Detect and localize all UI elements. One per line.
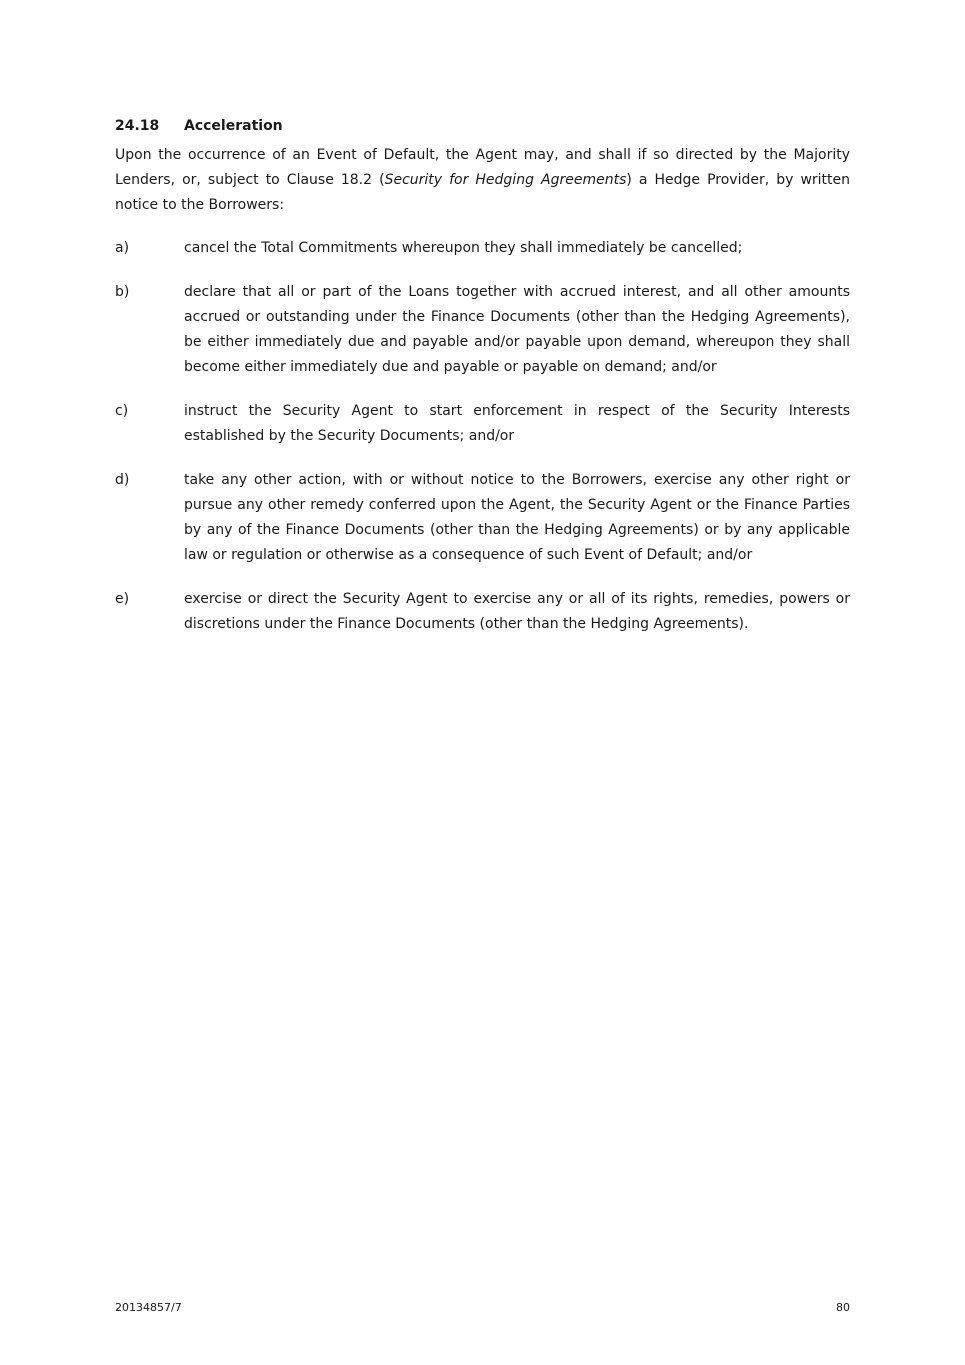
clause-marker: c) (115, 403, 129, 419)
section-number: 24.18 (115, 118, 160, 134)
clause-item-b (115, 280, 850, 380)
intro-text-end: ) a Hedge Provider, by written notice to the Borrowers: (115, 172, 851, 213)
clause-item-a (115, 236, 850, 261)
clause-text: instruct the Security Agent to start enforcement in respect of the Security Interests established by the Security Documents; and/or (184, 403, 850, 444)
intro-paragraph (115, 143, 850, 218)
clause-item-d (115, 468, 850, 568)
clause-marker: a) (115, 240, 130, 256)
clause-text: take any other action, with or without notice to the Borrowers, exercise any other right or pursue any other remedy conferred upon the Agent, the Security Agent or the Finance Parties by any of the Finance Documents (other than the Hedging Agreements) or by any applicable law or regulation or otherwise as a consequence of such Event of Default; and/or (184, 472, 850, 563)
section-title: Acceleration (184, 118, 283, 134)
clause-item-e (115, 587, 850, 637)
clause-marker: b) (115, 284, 130, 300)
clause-text: declare that all or part of the Loans together with accrued interest, and all other amounts accrued or outstanding under the Finance Documents (other than the Hedging Agreements), be either immediately due and payable and/or payable upon demand, whereupon they shall become either immediately due and payable or payable on demand; and/or (184, 284, 850, 375)
clause-text: cancel the Total Commitments whereupon they shall immediately be cancelled; (184, 240, 743, 256)
intro-clause-reference: Security for Hedging Agreements (384, 172, 627, 188)
intro-text-start: Upon the occurrence of an Event of Default, the Agent may, and shall if so directed by the Majority Lenders, or, subject to Clause 18.2 ( (115, 147, 850, 188)
footer-document-reference: 20134857/7 (115, 1301, 182, 1314)
clause-marker: d) (115, 472, 130, 488)
clause-list (115, 236, 850, 656)
clause-marker: e) (115, 591, 130, 607)
clause-text: exercise or direct the Security Agent to exercise any or all of its rights, remedies, powers or discretions under the Finance Documents (other than the Hedging Agreements). (184, 591, 850, 632)
clause-item-c (115, 399, 850, 449)
footer-page-number: 80 (836, 1301, 850, 1314)
section-heading (115, 116, 283, 136)
